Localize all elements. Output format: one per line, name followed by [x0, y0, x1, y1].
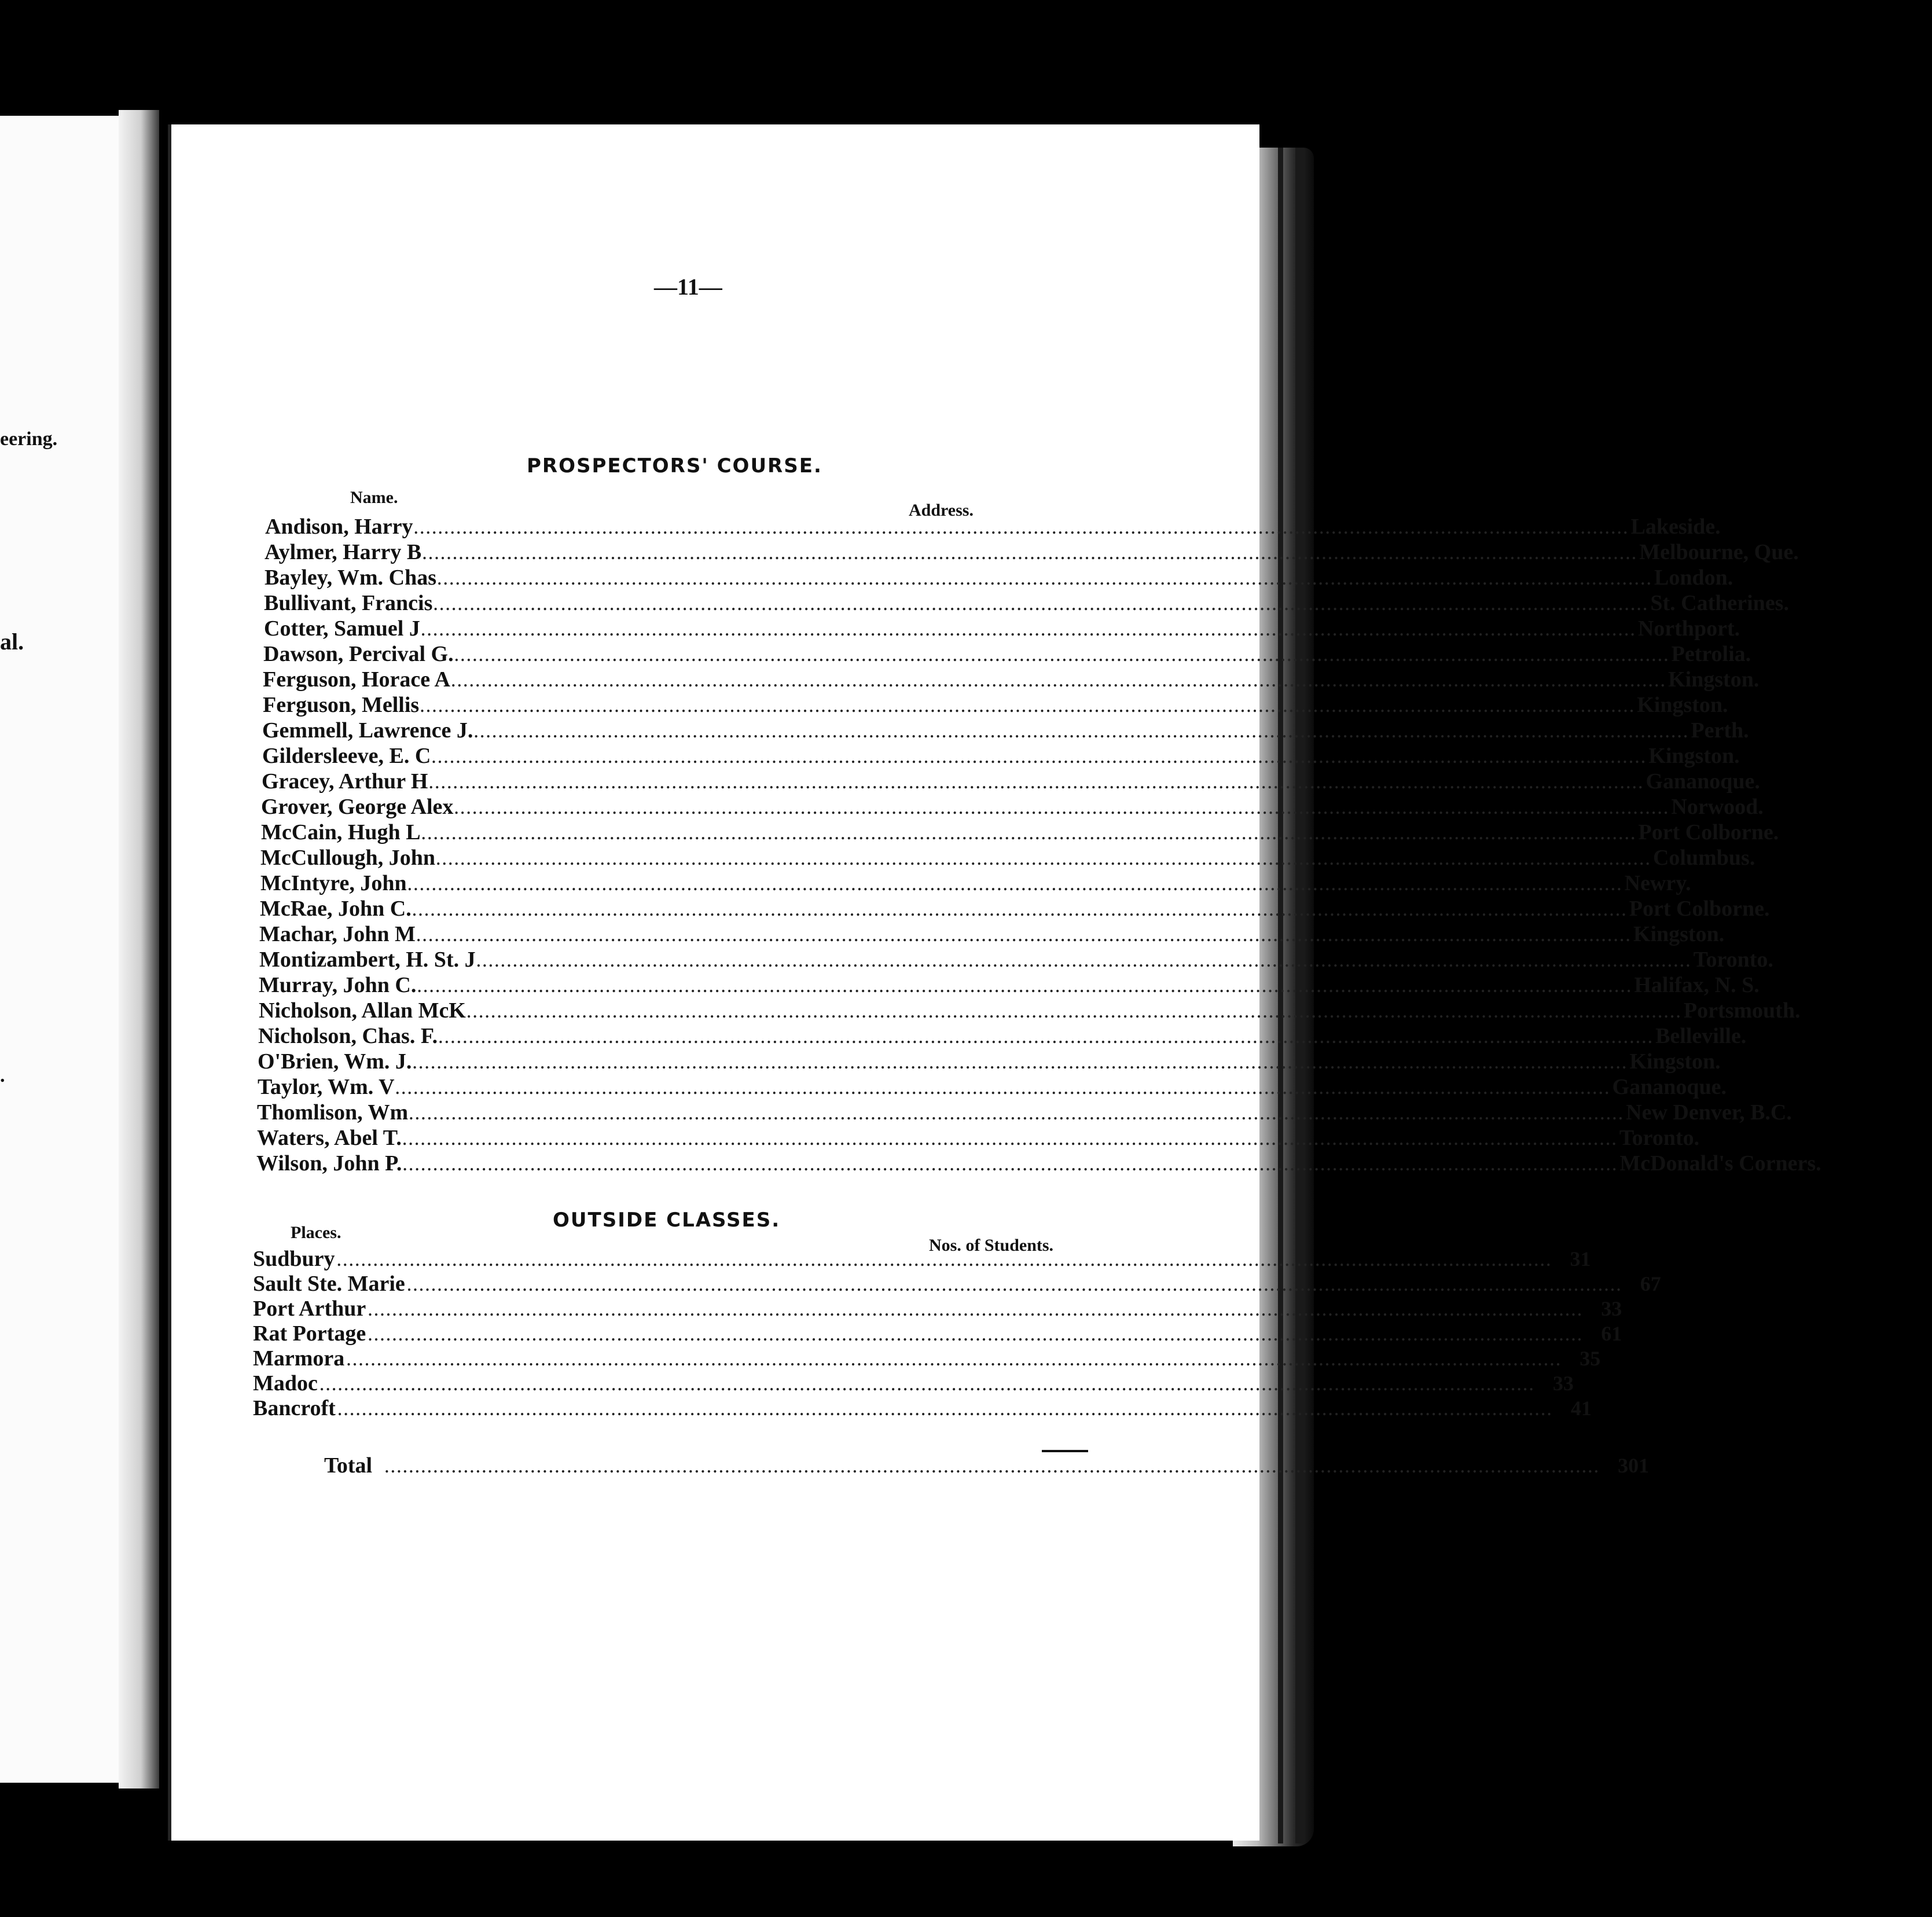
student-name: Gemmell, Lawrence J. [262, 718, 473, 743]
left-page-fragment: . [0, 1065, 5, 1086]
student-count: 31 [1570, 1247, 1591, 1270]
leader-dots: ........................................................................................................................................................................................................ [439, 1030, 1655, 1046]
prospector-row [259, 972, 1760, 998]
student-name: McCullough, John [260, 846, 435, 870]
leader-dots: ........................................................................................................................................................................................................ [416, 928, 1632, 945]
leader-dots: ........................................................................................................................................................................................................ [412, 902, 1628, 919]
prospector-row [264, 616, 1740, 641]
places-column-header: Places. [291, 1223, 341, 1242]
prospector-row [260, 871, 1691, 896]
leader-dots: ........................................................................................................................................................................................................ [368, 1327, 1584, 1344]
student-address: Columbus. [1652, 846, 1755, 870]
student-name: Machar, John M [259, 922, 416, 946]
student-address: Toronto. [1619, 1126, 1700, 1150]
student-address: Portsmouth. [1683, 998, 1801, 1023]
outside-class-row [253, 1395, 1592, 1421]
student-address: Melbourne, Que. [1639, 540, 1799, 564]
prospector-row [265, 514, 1721, 539]
student-count: 35 [1580, 1347, 1601, 1370]
outside-class-row [253, 1271, 1661, 1297]
leader-dots: ........................................................................................................................................................................................................ [407, 877, 1624, 894]
student-name: Montizambert, H. St. J [259, 948, 476, 972]
address-column-header: Address. [909, 501, 974, 520]
place-name: Sudbury [253, 1247, 335, 1271]
student-name: Aylmer, Harry B [265, 540, 422, 564]
student-address: McDonald's Corners. [1619, 1151, 1821, 1176]
total-label: Total [324, 1453, 373, 1478]
leader-dots: ........................................................................................................................................................................................................ [337, 1253, 1553, 1269]
student-name: Bayley, Wm. Chas [265, 565, 437, 590]
prospector-row [259, 998, 1801, 1023]
student-name: Ferguson, Horace A [263, 667, 451, 692]
student-name: McCain, Hugh L [261, 820, 421, 844]
leader-dots: ........................................................................................................................................................................................................ [451, 673, 1667, 690]
student-address: Perth. [1691, 718, 1749, 743]
leader-dots: ........................................................................................................................................................................................................ [476, 953, 1692, 970]
place-name: Sault Ste. Marie [253, 1272, 405, 1296]
total-row [324, 1453, 1650, 1478]
leader-dots: ........................................................................................................................................................................................................ [402, 1132, 1618, 1148]
prospector-row [259, 921, 1725, 947]
place-name: Rat Portage [253, 1321, 366, 1346]
student-name: Gildersleeve, E. C [262, 744, 431, 768]
prospector-row [260, 845, 1755, 871]
place-name: Madoc [253, 1371, 318, 1395]
outside-class-row [253, 1246, 1591, 1272]
student-address: Newry. [1624, 871, 1691, 895]
student-count: 33 [1552, 1372, 1574, 1395]
student-name: Murray, John C. [259, 973, 417, 997]
student-name: Cotter, Samuel J [264, 616, 420, 641]
leader-dots: ........................................................................................................................................................................................................ [434, 597, 1650, 614]
prospector-row [262, 743, 1740, 769]
student-count: 67 [1640, 1272, 1661, 1295]
students-column-header: Nos. of Students. [929, 1236, 1054, 1255]
student-name: Gracey, Arthur H [262, 769, 428, 794]
leader-dots: ........................................................................................................................................................................................................ [421, 622, 1637, 639]
student-name: McIntyre, John [260, 871, 407, 895]
leader-dots: ........................................................................................................................................................................................................ [467, 1004, 1683, 1021]
prospector-row [258, 1074, 1727, 1100]
prospector-row [263, 692, 1728, 718]
prospectors-course-heading: PROSPECTORS' COURSE. [527, 454, 822, 478]
prospector-row [258, 1049, 1721, 1074]
outside-class-row [253, 1371, 1574, 1396]
prospector-row [265, 565, 1733, 590]
student-name: Andison, Harry [265, 515, 413, 539]
total-value: 301 [1618, 1454, 1650, 1477]
prospector-row [263, 667, 1760, 692]
total-rule [1042, 1450, 1088, 1452]
prospector-row [257, 1100, 1792, 1125]
prospector-row [262, 769, 1760, 794]
left-page-fragment: al. [0, 629, 24, 655]
student-address: Halifax, N. S. [1634, 973, 1760, 997]
leader-dots: ........................................................................................................................................................................................................ [438, 571, 1654, 588]
leader-dots: ........................................................................................................................................................................................................ [454, 800, 1670, 817]
leader-dots: ........................................................................................................................................................................................................ [423, 546, 1639, 563]
prospector-row [261, 820, 1779, 845]
student-address: Lakeside. [1630, 515, 1721, 539]
prospector-row [263, 641, 1751, 667]
student-address: New Denver, B.C. [1626, 1100, 1792, 1125]
prospector-row [257, 1125, 1700, 1151]
leader-dots: ........................................................................................................................................................................................................ [337, 1402, 1553, 1419]
student-address: Norwood. [1671, 795, 1764, 819]
student-count: 41 [1570, 1397, 1592, 1420]
student-name: Bullivant, Francis [264, 591, 433, 615]
student-address: Kingston. [1629, 1049, 1721, 1074]
student-name: Thomlison, Wm [257, 1100, 409, 1125]
prospector-row [259, 947, 1773, 972]
left-page-fragment: eering. [0, 428, 58, 450]
place-name: Port Arthur [253, 1297, 366, 1321]
leader-dots: ........................................................................................................................................................................................................ [395, 1081, 1611, 1097]
prospector-row [261, 794, 1764, 820]
leader-dots: ........................................................................................................................................................................................................ [432, 750, 1648, 766]
student-address: Port Colborne. [1638, 820, 1779, 844]
outside-class-row [253, 1321, 1622, 1346]
student-name: Waters, Abel T. [257, 1126, 402, 1150]
student-address: Toronto. [1693, 948, 1773, 972]
prospector-row [258, 1023, 1747, 1049]
leader-dots: ........................................................................................................................................................................................................ [414, 520, 1630, 537]
student-address: Gananoque. [1645, 769, 1760, 794]
place-name: Bancroft [253, 1396, 336, 1420]
page-number: —11— [654, 274, 722, 300]
outside-class-row [253, 1346, 1601, 1371]
leader-dots: ........................................................................................................................................................................................................ [420, 699, 1636, 715]
student-address: Kingston. [1648, 744, 1740, 768]
leader-dots: ........................................................................................................................................................................................................ [368, 1302, 1584, 1319]
student-name: Wilson, John P. [256, 1151, 402, 1176]
leader-dots: ........................................................................................................................................................................................................ [436, 851, 1652, 868]
leader-dots: ........................................................................................................................................................................................................ [347, 1352, 1563, 1369]
student-address: Gananoque. [1612, 1075, 1727, 1099]
student-name: Grover, George Alex [261, 795, 454, 819]
prospector-row [262, 718, 1749, 743]
student-address: Petrolia. [1671, 642, 1751, 666]
leader-dots: ........................................................................................................................................................................................................ [429, 775, 1645, 792]
student-name: O'Brien, Wm. J. [258, 1049, 412, 1074]
leader-dots: ........................................................................................................................................................................................................ [403, 1157, 1619, 1174]
leader-dots: ........................................................................................................................................................................................................ [385, 1459, 1601, 1476]
student-address: London. [1654, 565, 1733, 590]
student-address: Northport. [1637, 616, 1740, 641]
place-name: Marmora [253, 1346, 345, 1371]
name-column-header: Name. [350, 488, 398, 507]
student-address: Belleville. [1655, 1024, 1747, 1048]
student-address: St. Catherines. [1650, 591, 1789, 615]
student-address: Kingston. [1637, 693, 1728, 717]
prospector-row [260, 896, 1770, 921]
book-gutter [119, 110, 159, 1789]
student-name: Ferguson, Mellis [263, 693, 420, 717]
student-address: Port Colborne. [1629, 897, 1770, 921]
student-name: Nicholson, Allan McK [259, 998, 466, 1023]
student-address: Kingston. [1633, 922, 1725, 946]
leader-dots: ........................................................................................................................................................................................................ [421, 826, 1637, 843]
student-count: 61 [1601, 1322, 1622, 1345]
leader-dots: ........................................................................................................................................................................................................ [319, 1377, 1536, 1394]
student-name: McRae, John C. [260, 897, 412, 921]
leader-dots: ........................................................................................................................................................................................................ [454, 648, 1670, 664]
leader-dots: ........................................................................................................................................................................................................ [413, 1055, 1629, 1072]
student-name: Dawson, Percival G. [263, 642, 454, 666]
prospector-row [264, 590, 1789, 616]
leader-dots: ........................................................................................................................................................................................................ [409, 1106, 1625, 1123]
prospector-row [265, 539, 1799, 565]
student-name: Nicholson, Chas. F. [258, 1024, 438, 1048]
student-address: Kingston. [1668, 667, 1760, 692]
student-count: 33 [1601, 1297, 1622, 1320]
leader-dots: ........................................................................................................................................................................................................ [474, 724, 1690, 741]
outside-classes-heading: OUTSIDE CLASSES. [553, 1209, 781, 1232]
outside-class-row [253, 1296, 1622, 1321]
prospector-row [256, 1151, 1821, 1176]
leader-dots: ........................................................................................................................................................................................................ [407, 1277, 1623, 1294]
student-name: Taylor, Wm. V [258, 1075, 395, 1099]
leader-dots: ........................................................................................................................................................................................................ [417, 979, 1633, 996]
